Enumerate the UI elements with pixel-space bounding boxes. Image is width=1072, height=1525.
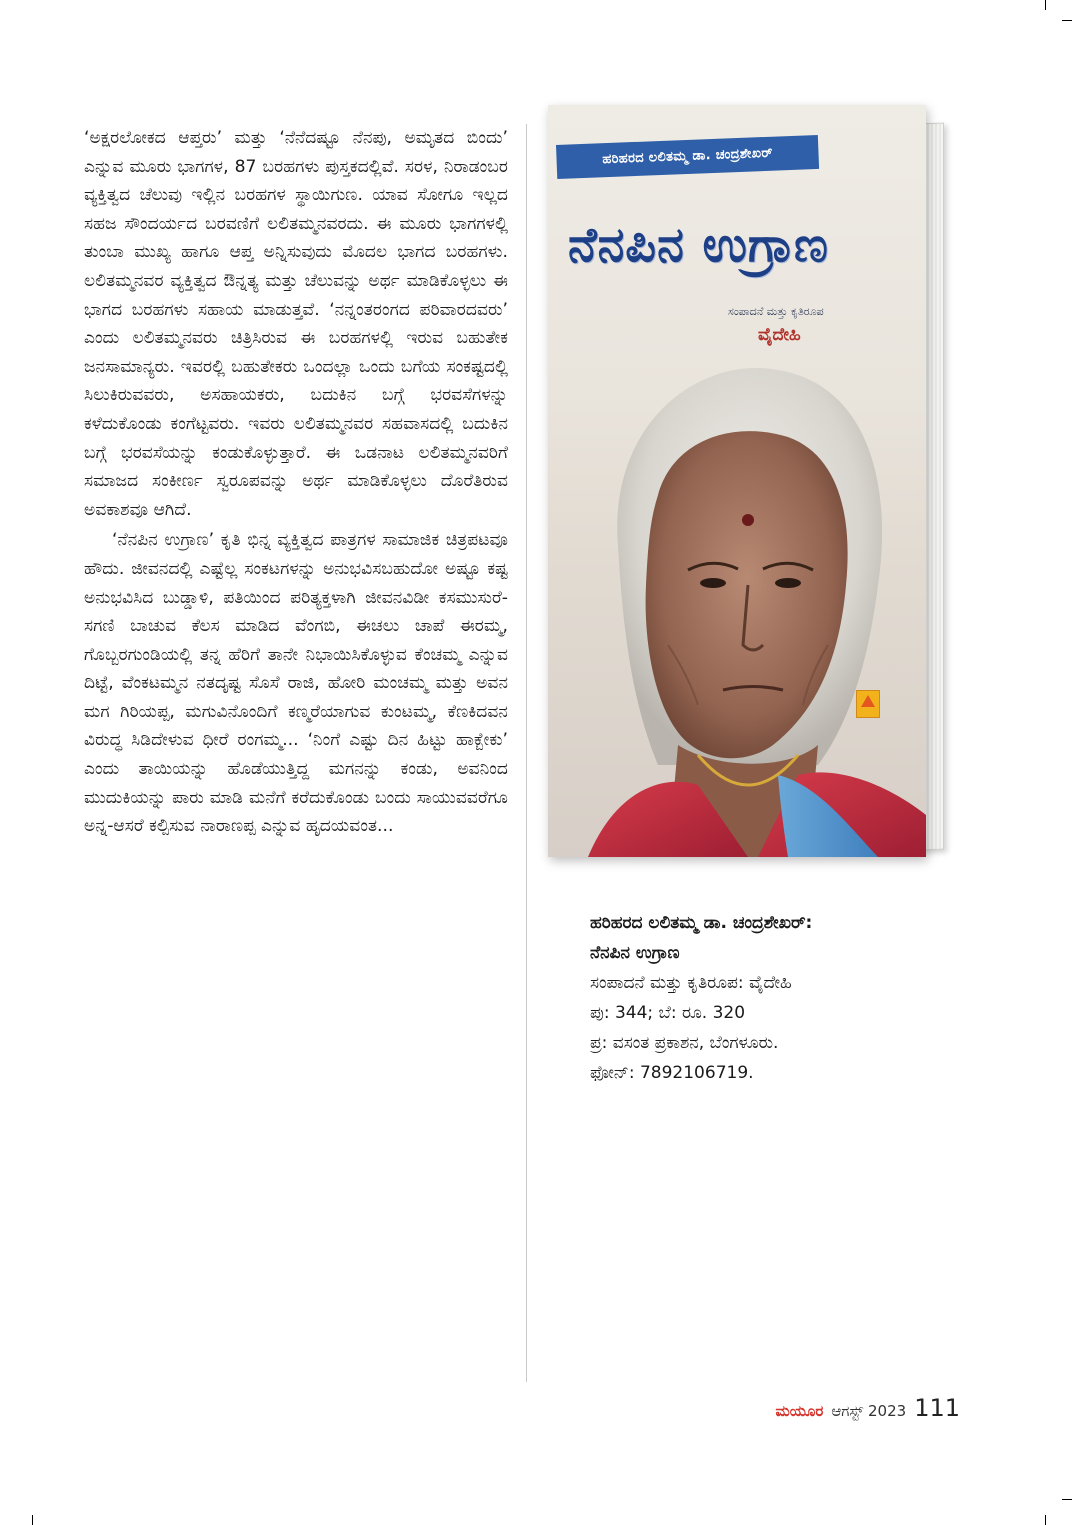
book-author: ಹರಿಹರದ ಲಲಿತಮ್ಮ ಡಾ. ಚಂದ್ರಶೇಖರ್: — [590, 913, 813, 933]
cover-editor-label: ಸಂಪಾದನೆ ಮತ್ತು ಕೃತಿರೂಪ — [728, 305, 824, 318]
author-portrait — [548, 345, 926, 857]
article-body — [84, 124, 508, 841]
publisher-logo-icon — [856, 690, 880, 718]
crop-mark-right-upper — [1062, 20, 1072, 21]
article-paragraph-2: ‘ನೆನಪಿನ ಉಗ್ರಾಣ’ ಕೃತಿ ಭಿನ್ನ ವ್ಯಕ್ತಿತ್ವದ ಪಾತ್ರಗಳ ಸಾಮಾಜಿಕ ಚಿತ್ರಪಟವೂ ಹೌದು. ಜೀವನದಲ್ಲಿ ಎಷ್ಟೆಲ್ಲ ಸಂಕಟಗಳನ್ನು ಅನುಭವಿಸಬಹುದೋ ಅಷ್ಟೂ ಕಷ್ಟ ಅನುಭವಿಸಿದ ಬುಡ್ಡಾಳಿ, ಪತಿಯಿಂದ ಪರಿತ್ಯಕ್ತಳಾಗಿ ಜೀವನವಿಡೀ ಕಸಮುಸುರೆ-ಸಗಣಿ ಬಾಚುವ ಕೆಲಸ ಮಾಡಿದ ವೆಂಗಬಿ, ಈಚಲು ಚಾಪೆ ಈರಮ್ಮ, ಗೊಬ್ಬರಗುಂಡಿಯಲ್ಲಿ ತನ್ನ ಹೆರಿಗೆ ತಾನೇ ನಿಭಾಯಿಸಿಕೊಳ್ಳುವ ಕೆಂಚಮ್ಮ ಎನ್ನುವ ದಿಟ್ಟೆ, ವೆಂಕಟಮ್ಮನ ನತದೃಷ್ಟ ಸೊಸೆ ರಾಜಿ, ಹೋರಿ ಮಂಚಮ್ಮ ಮತ್ತು ಅವನ ಮಗ ಗಿರಿಯಪ್ಪ, ಮಗುವಿನೊಂದಿಗೆ ಕಣ್ಮರೆಯಾಗುವ ಕುಂಟಮ್ಮ, ಕೆಣಕಿದವನ ವಿರುದ್ಧ ಸಿಡಿದೇಳುವ ಧೀರೆ ರಂಗಮ್ಮ... ‘ನಿಂಗೆ ಎಷ್ಟು ದಿನ ಹಿಟ್ಟು ಹಾಕ್ಬೇಕು’ ಎಂದು ತಾಯಿಯನ್ನು ಹೊಡೆಯುತ್ತಿದ್ದ ಮಗನನ್ನು ಕಂಡು, ಅವನಿಂದ ಮುದುಕಿಯನ್ನು ಪಾರು ಮಾಡಿ ಮನೆಗೆ ಕರೆದುಕೊಂಡು ಬಂದು ಸಾಯುವವರೆಗೂ ಅನ್ನ-ಆಸರೆ ಕಲ್ಪಿಸುವ ನಾರಾಣಪ್ಪ ಎನ್ನುವ ಹೃದಯವಂತ... — [84, 530, 508, 837]
book-front-cover — [548, 105, 926, 857]
cover-editor-name: ವೈದೇಹಿ — [758, 325, 801, 345]
magazine-name: ಮಯೂರ — [775, 1402, 824, 1420]
column-divider — [526, 124, 527, 1382]
book-editor: ಸಂಪಾದನೆ ಮತ್ತು ಕೃತಿರೂಪ: ವೈದೇಹಿ — [590, 973, 792, 993]
cover-title: ನೆನಪಿನ ಉಗ್ರಾಣ — [568, 217, 829, 273]
cover-author-band: ಹರಿಹರದ ಲಲಿತಮ್ಮ ಡಾ. ಚಂದ್ರಶೇಖರ್ — [556, 135, 819, 179]
book-publisher: ಪ್ರ: ವಸಂತ ಪ್ರಕಾಶನ, ಬೆಂಗಳೂರು. — [590, 1033, 779, 1053]
book-title: ನೆನಪಿನ ಉಗ್ರಾಣ — [590, 943, 680, 963]
page-footer — [775, 1394, 960, 1422]
issue-month-year: ಆಗಸ್ಟ್ 2023 — [831, 1402, 907, 1420]
crop-mark-bottom-right — [1045, 1515, 1046, 1525]
crop-mark-top-right — [1045, 0, 1046, 10]
book-phone: ಫೋನ್: 7892106719. — [590, 1063, 754, 1083]
book-details — [590, 908, 970, 1088]
book-cover-image — [548, 105, 948, 865]
page-number: 111 — [914, 1394, 960, 1422]
book-pages-price: ಪು: 344; ಬೆ: ರೂ. 320 — [590, 1003, 746, 1023]
crop-mark-bottom-left — [32, 1515, 33, 1525]
crop-mark-right-lower — [1062, 1499, 1072, 1500]
article-paragraph-1: ‘ಅಕ್ಷರಲೋಕದ ಆಪ್ತರು’ ಮತ್ತು ‘ನೆನೆದಷ್ಟೂ ನೆನಪು, ಅಮೃತದ ಬಿಂದು’ ಎನ್ನುವ ಮೂರು ಭಾಗಗಳ, 87 ಬರಹಗಳು ಪುಸ್ತಕದಲ್ಲಿವೆ. ಸರಳ, ನಿರಾಡಂಬರ ವ್ಯಕ್ತಿತ್ವದ ಚೆಲುವು ಇಲ್ಲಿನ ಬರಹಗಳ ಸ್ಥಾಯಿಗುಣ. ಯಾವ ಸೋಗೂ ಇಲ್ಲದ ಸಹಜ ಸೌಂದರ್ಯದ ಬರವಣಿಗೆ ಲಲಿತಮ್ಮನವರದು. ಈ ಮೂರು ಭಾಗಗಳಲ್ಲಿ ತುಂಬಾ ಮುಖ್ಯ ಹಾಗೂ ಆಪ್ತ ಅನ್ನಿಸುವುದು ಮೊದಲ ಭಾಗದ ಬರಹಗಳು. ಲಲಿತಮ್ಮನವರ ವ್ಯಕ್ತಿತ್ವದ ಔನ್ನತ್ಯ ಮತ್ತು ಚೆಲುವನ್ನು ಅರ್ಥ ಮಾಡಿಕೊಳ್ಳಲು ಈ ಭಾಗದ ಬರಹಗಳು ಸಹಾಯ ಮಾಡುತ್ತವೆ. ‘ನನ್ನಂತರಂಗದ ಪರಿವಾರದವರು’ ಎಂದು ಲಲಿತಮ್ಮನವರು ಚಿತ್ರಿಸಿರುವ ಈ ಬರಹಗಳಲ್ಲಿ ಇರುವ ಬಹುತೇಕ ಜನಸಾಮಾನ್ಯರು. ಇವರಲ್ಲಿ ಬಹುತೇಕರು ಒಂದಲ್ಲಾ ಒಂದು ಬಗೆಯ ಸಂಕಷ್ಟದಲ್ಲಿ ಸಿಲುಕಿರುವವರು, ಅಸಹಾಯಕರು, ಬದುಕಿನ ಬಗ್ಗೆ ಭರವಸೆಗಳನ್ನು ಕಳೆದುಕೊಂಡು ಕಂಗೆಟ್ಟವರು. ಇವರು ಲಲಿತಮ್ಮನವರ ಸಹವಾಸದಲ್ಲಿ ಬದುಕಿನ ಬಗ್ಗೆ ಭರವಸೆಯನ್ನು ಕಂಡುಕೊಳ್ಳುತ್ತಾರೆ. ಈ ಒಡನಾಟ ಲಲಿತಮ್ಮನವರಿಗೆ ಸಮಾಜದ ಸಂಕೀರ್ಣ ಸ್ವರೂಪವನ್ನು ಅರ್ಥ ಮಾಡಿಕೊಳ್ಳಲು ದೊರೆತಿರುವ ಅವಕಾಶವೂ ಆಗಿದೆ. — [84, 128, 508, 520]
